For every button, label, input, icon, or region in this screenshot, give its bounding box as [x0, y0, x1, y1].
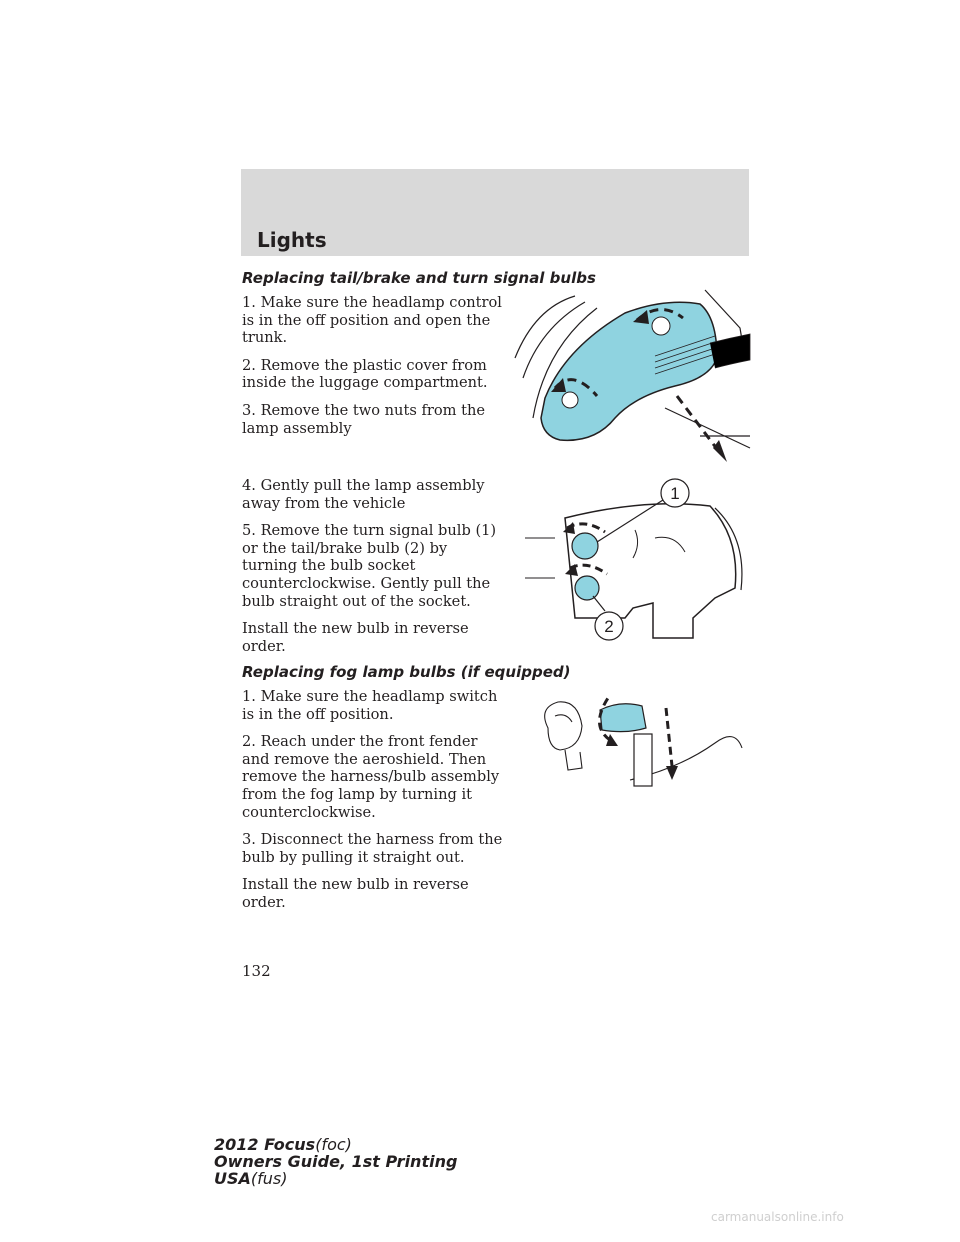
tail-lamp-steps-b: [242, 477, 504, 665]
page-number: 132: [242, 962, 271, 980]
tail-lamp-steps-a: [242, 294, 504, 447]
fog-lamp-bulb-illustration: [530, 688, 755, 798]
tail-lamp-removal-illustration: [505, 288, 755, 468]
step-text: 2. Reach under the front fender and remove the aeroshield. Then remove the harness/bulb assembly from the fog lamp by turning it counterclockwise.: [242, 733, 500, 821]
watermark: carmanualsonline.info: [711, 1210, 844, 1224]
tail-lamp-heading: Replacing tail/brake and turn signal bulbs: [242, 269, 596, 287]
step-text: 5. Remove the turn signal bulb (1) or the tail/brake bulb (2) by turning the bulb socket counterclockwise. Gently pull the bulb straight out of the socket.: [242, 522, 497, 610]
callout-2: 2: [604, 617, 614, 636]
footer-model: 2012 Focus: [214, 1135, 316, 1154]
fog-lamp-heading: Replacing fog lamp bulbs (if equipped): [242, 663, 571, 681]
footer-market-code: (fus): [250, 1169, 288, 1188]
step-text: Install the new bulb in reverse order.: [242, 876, 469, 911]
step-text: 4. Gently pull the lamp assembly away from the vehicle: [242, 477, 485, 512]
document-footer: [214, 1136, 457, 1187]
step-text: 3. Disconnect the harness from the bulb by pulling it straight out.: [242, 831, 503, 866]
bulb-socket-illustration: [515, 478, 755, 643]
step-text: 1. Make sure the headlamp switch is in the off position.: [242, 688, 498, 723]
step-text: Install the new bulb in reverse order.: [242, 620, 469, 655]
footer-market: USA: [214, 1169, 251, 1188]
step-text: 1. Make sure the headlamp control is in the off position and open the trunk.: [242, 294, 502, 347]
footer-model-code: (foc): [315, 1135, 352, 1154]
step-text: 2. Remove the plastic cover from inside the luggage compartment.: [242, 356, 488, 392]
callout-1: 1: [670, 484, 680, 503]
step-text: 3. Remove the two nuts from the lamp assembly: [242, 401, 485, 437]
fog-lamp-steps: [242, 688, 504, 922]
footer-guide: Owners Guide, 1st Printing: [214, 1152, 458, 1171]
section-title: Lights: [257, 228, 327, 252]
